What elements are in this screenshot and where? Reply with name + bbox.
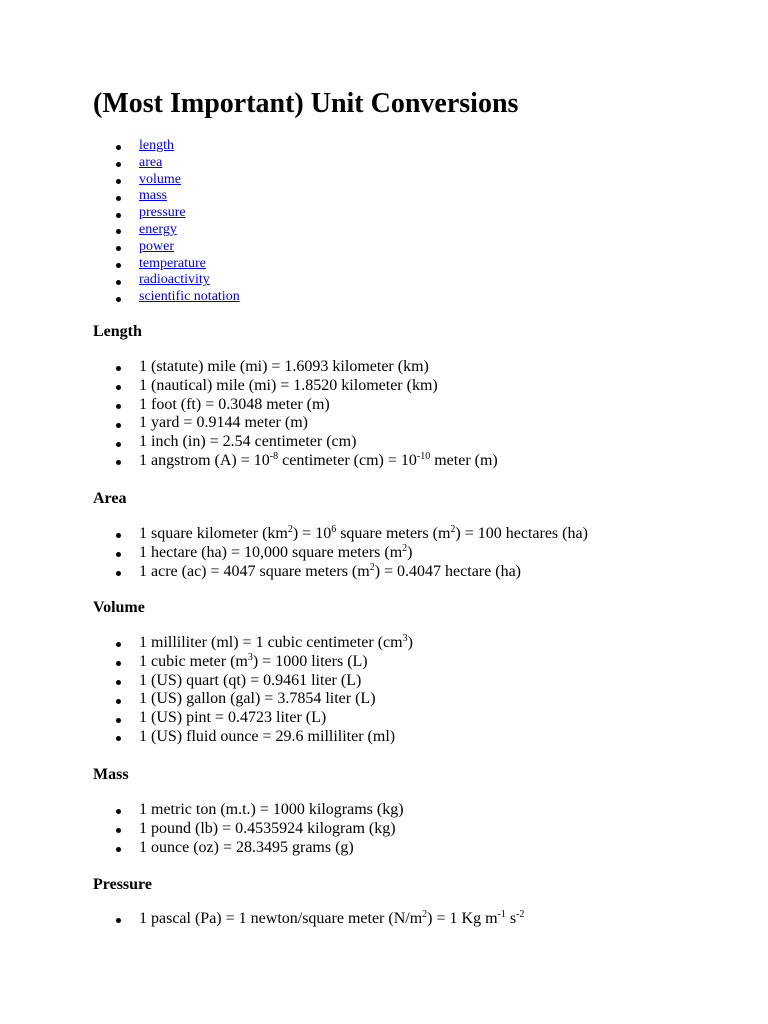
toc-item-temperature [139, 256, 240, 273]
conversion-item: 1 ounce (oz) = 28.3495 grams (g) [139, 839, 404, 858]
toc-link-volume[interactable]: volume [139, 171, 181, 187]
toc-item-volume [139, 172, 240, 189]
table-of-contents [139, 138, 240, 306]
toc-link-temperature[interactable]: temperature [139, 255, 206, 271]
conversion-item: 1 foot (ft) = 0.3048 meter (m) [139, 396, 498, 415]
toc-item-energy [139, 222, 240, 239]
conversion-item: 1 yard = 0.9144 meter (m) [139, 414, 498, 433]
toc-item-length [139, 138, 240, 155]
toc-link-pressure[interactable]: pressure [139, 205, 186, 221]
mass-conversion-list [139, 801, 404, 857]
pressure-conversion-list [139, 910, 524, 929]
conversion-item: 1 square kilometer $(km^2) = 10^6$ square meters $(m^2) = 100$ hectares (ha) [139, 524, 588, 542]
conversion-item: 1 acre (ac) = 4047 square meters $(m^2) = 0.4047$ hectare (ha) [139, 563, 588, 582]
conversion-item: 1 angstrom $(A) = 10^{-8}$ centimeter $(cm) = 10^{-10}$ meter (m) [139, 450, 498, 469]
conversion-item: 1 pascal (Pa) = 1 newton/square meter $(N/m^2) = 1$ Kg $m^{-1}$ $s^{-2}$ [139, 909, 525, 927]
section-heading-length: Length [93, 323, 142, 340]
toc-item-area [139, 155, 240, 172]
conversion-item: 1 (US) pint = 0.4723 liter (L) [139, 709, 413, 728]
conversion-item: 1 milliliter (ml) = 1 cubic centimeter $(cm^3)$ [139, 633, 413, 651]
conversion-item: 1 (US) fluid ounce = 29.6 milliliter (ml) [139, 728, 413, 747]
toc-link-radioactivity[interactable]: radioactivity [139, 272, 210, 288]
toc-link-area[interactable]: area [139, 154, 163, 170]
conversion-item: 1 metric ton (m.t.) = 1000 kilograms (kg) [139, 801, 404, 818]
conversion-item: 1 (US) gallon (gal) = 3.7854 liter (L) [139, 690, 413, 709]
conversion-item: 1 (statute) mile (mi) = 1.6093 kilometer (km) [139, 358, 498, 377]
toc-item-scientific-notation [139, 289, 240, 306]
volume-conversion-list [139, 634, 413, 747]
conversion-item: 1 cubic meter $(m^3) = 1000$ liters (L) [139, 653, 413, 672]
conversion-item: 1 hectare (ha) = 10,000 square meters $(m^2)$ [139, 544, 588, 563]
section-heading-volume: Volume [93, 599, 145, 616]
toc-item-pressure [139, 205, 240, 222]
section-heading-area: Area [93, 490, 127, 507]
toc-link-energy[interactable]: energy [139, 221, 177, 237]
toc-link-power[interactable]: power [139, 238, 174, 254]
conversion-item: 1 pound (lb) = 0.4535924 kilogram (kg) [139, 820, 404, 839]
toc-item-radioactivity [139, 272, 240, 289]
area-conversion-list [139, 525, 588, 581]
toc-link-mass[interactable]: mass [139, 188, 167, 204]
conversion-item: 1 (nautical) mile (mi) = 1.8520 kilometer (km) [139, 377, 498, 396]
conversion-item: 1 (US) quart (qt) = 0.9461 liter (L) [139, 672, 413, 691]
toc-link-scientific-notation[interactable]: scientific notation [139, 289, 240, 305]
section-heading-mass: Mass [93, 766, 129, 783]
toc-link-length[interactable]: length [139, 138, 174, 153]
toc-item-mass [139, 188, 240, 205]
conversion-item: 1 inch (in) = 2.54 centimeter (cm) [139, 433, 498, 452]
length-conversion-list [139, 358, 498, 471]
page-title: (Most Important) Unit Conversions [93, 88, 519, 119]
toc-item-power [139, 239, 240, 256]
section-heading-pressure: Pressure [93, 876, 152, 893]
